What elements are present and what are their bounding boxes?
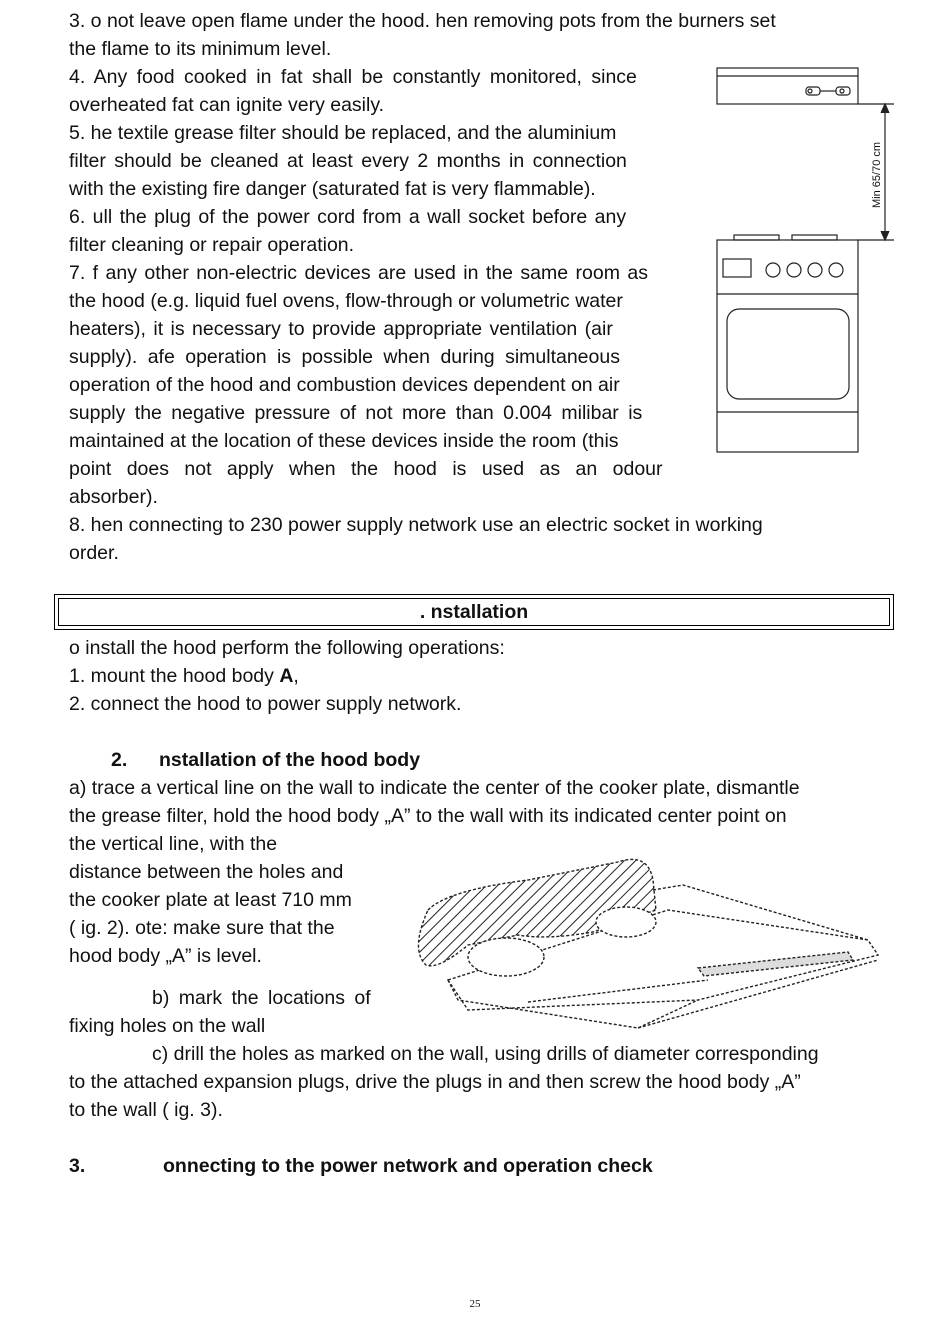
installation-intro: o install the hood perform the following operations:: [69, 637, 505, 659]
safety-item-6-line1: 6. ull the plug of the power cord from a wall socket before any: [69, 206, 627, 228]
section-2-a-line6: ( ig. 2). ote: make sure that the: [69, 917, 335, 939]
section-2-c-line3: to the wall ( ig. 3).: [69, 1099, 223, 1121]
safety-item-6-line2: filter cleaning or repair operation.: [69, 234, 355, 256]
cooker-knob: [829, 263, 843, 277]
safety-item-7-line7: maintained at the location of these devices inside the room (this: [69, 430, 619, 452]
safety-item-7-line6: supply the negative pressure of not more than 0.004 milibar is: [69, 402, 643, 424]
safety-item-7-line4: supply). afe operation is possible when during simultaneous: [69, 346, 620, 368]
safety-item-7-line2: the hood (e.g. liquid fuel ovens, flow-through or volumetric water: [69, 290, 623, 312]
section-2-b-line2: fixing holes on the wall: [69, 1015, 266, 1037]
safety-item-7-line1: 7. f any other non-electric devices are used in the same room as: [69, 262, 648, 284]
safety-item-3-line2: the flame to its minimum level.: [69, 38, 332, 60]
fan-opening: [468, 938, 544, 976]
section-2-c-line1: c) drill the holes as marked on the wall, using drills of diameter corresponding: [152, 1043, 819, 1065]
step-1-bold: A: [279, 665, 294, 687]
installation-heading-box: [54, 594, 894, 630]
safety-item-4-line1: 4. Any food cooked in fat shall be constantly monitored, since: [69, 66, 637, 88]
safety-item-4-line2: overheated fat can ignite very easily.: [69, 94, 385, 116]
section-2-a-line7: hood body „A” is level.: [69, 945, 262, 967]
cooker-knob: [766, 263, 780, 277]
safety-item-3-line1: 3. o not leave open flame under the hood. hen removing pots from the burners set: [69, 10, 776, 32]
section-2-a-line5: the cooker plate at least 710 mm: [69, 889, 352, 911]
hood-outline: [717, 68, 858, 104]
safety-item-8-line2: order.: [69, 542, 119, 564]
section-2-c-line2: to the attached expansion plugs, drive the plugs in and then screw the hood body „A”: [69, 1071, 801, 1093]
cooker-knob: [787, 263, 801, 277]
oven-door-window: [727, 309, 849, 399]
safety-item-5-line3: with the existing fire danger (saturated fat is very flammable).: [69, 178, 596, 200]
cooker-top-burner: [792, 235, 837, 240]
page-number: 25: [469, 1298, 481, 1310]
section-2-a-line2: the grease filter, hold the hood body „A” to the wall with its indicated center point on: [69, 805, 787, 827]
section-3-title: onnecting to the power network and operation check: [163, 1155, 653, 1177]
safety-item-7-line3: heaters), it is necessary to provide appropriate ventilation (air: [69, 318, 613, 340]
safety-item-5-line1: 5. he textile grease filter should be replaced, and the aluminium: [69, 122, 617, 144]
cooker-top-burner: [734, 235, 779, 240]
safety-item-7-line5: operation of the hood and combustion devices dependent on air: [69, 374, 620, 396]
hood-switch: [836, 87, 850, 95]
fan-opening: [596, 907, 656, 937]
hood-body-figure: [408, 850, 883, 1035]
installation-step-2: 2. connect the hood to power supply network.: [69, 693, 462, 715]
dimension-label: Min 65/70 cm: [871, 141, 883, 208]
section-2-a-line3: the vertical line, with the: [69, 833, 278, 855]
section-2-title: nstallation of the hood body: [159, 749, 421, 771]
section-2-a-line1: a) trace a vertical line on the wall to indicate the center of the cooker plate, dismantle: [69, 777, 800, 799]
cooker-display: [723, 259, 751, 277]
installation-heading: . nstallation: [419, 601, 529, 623]
section-2-a-line4: distance between the holes and: [69, 861, 344, 883]
installation-step-1: [69, 662, 299, 690]
step-1-text: 1. mount the hood body: [69, 665, 280, 687]
hood-cooker-distance-figure: [712, 62, 897, 462]
cooker-knob: [808, 263, 822, 277]
step-1-end: ,: [293, 665, 299, 687]
safety-item-5-line2: filter should be cleaned at least every 2 months in connection: [69, 150, 627, 172]
safety-item-7-line8: point does not apply when the hood is used as an odour: [69, 458, 663, 480]
section-2-number: 2.: [111, 749, 128, 771]
section-3-number: 3.: [69, 1155, 86, 1177]
safety-item-7-line9: absorber).: [69, 486, 158, 508]
section-2-b-line1: b) mark the locations of: [152, 987, 371, 1009]
safety-item-8-line1: 8. hen connecting to 230 power supply network use an electric socket in working: [69, 514, 763, 536]
